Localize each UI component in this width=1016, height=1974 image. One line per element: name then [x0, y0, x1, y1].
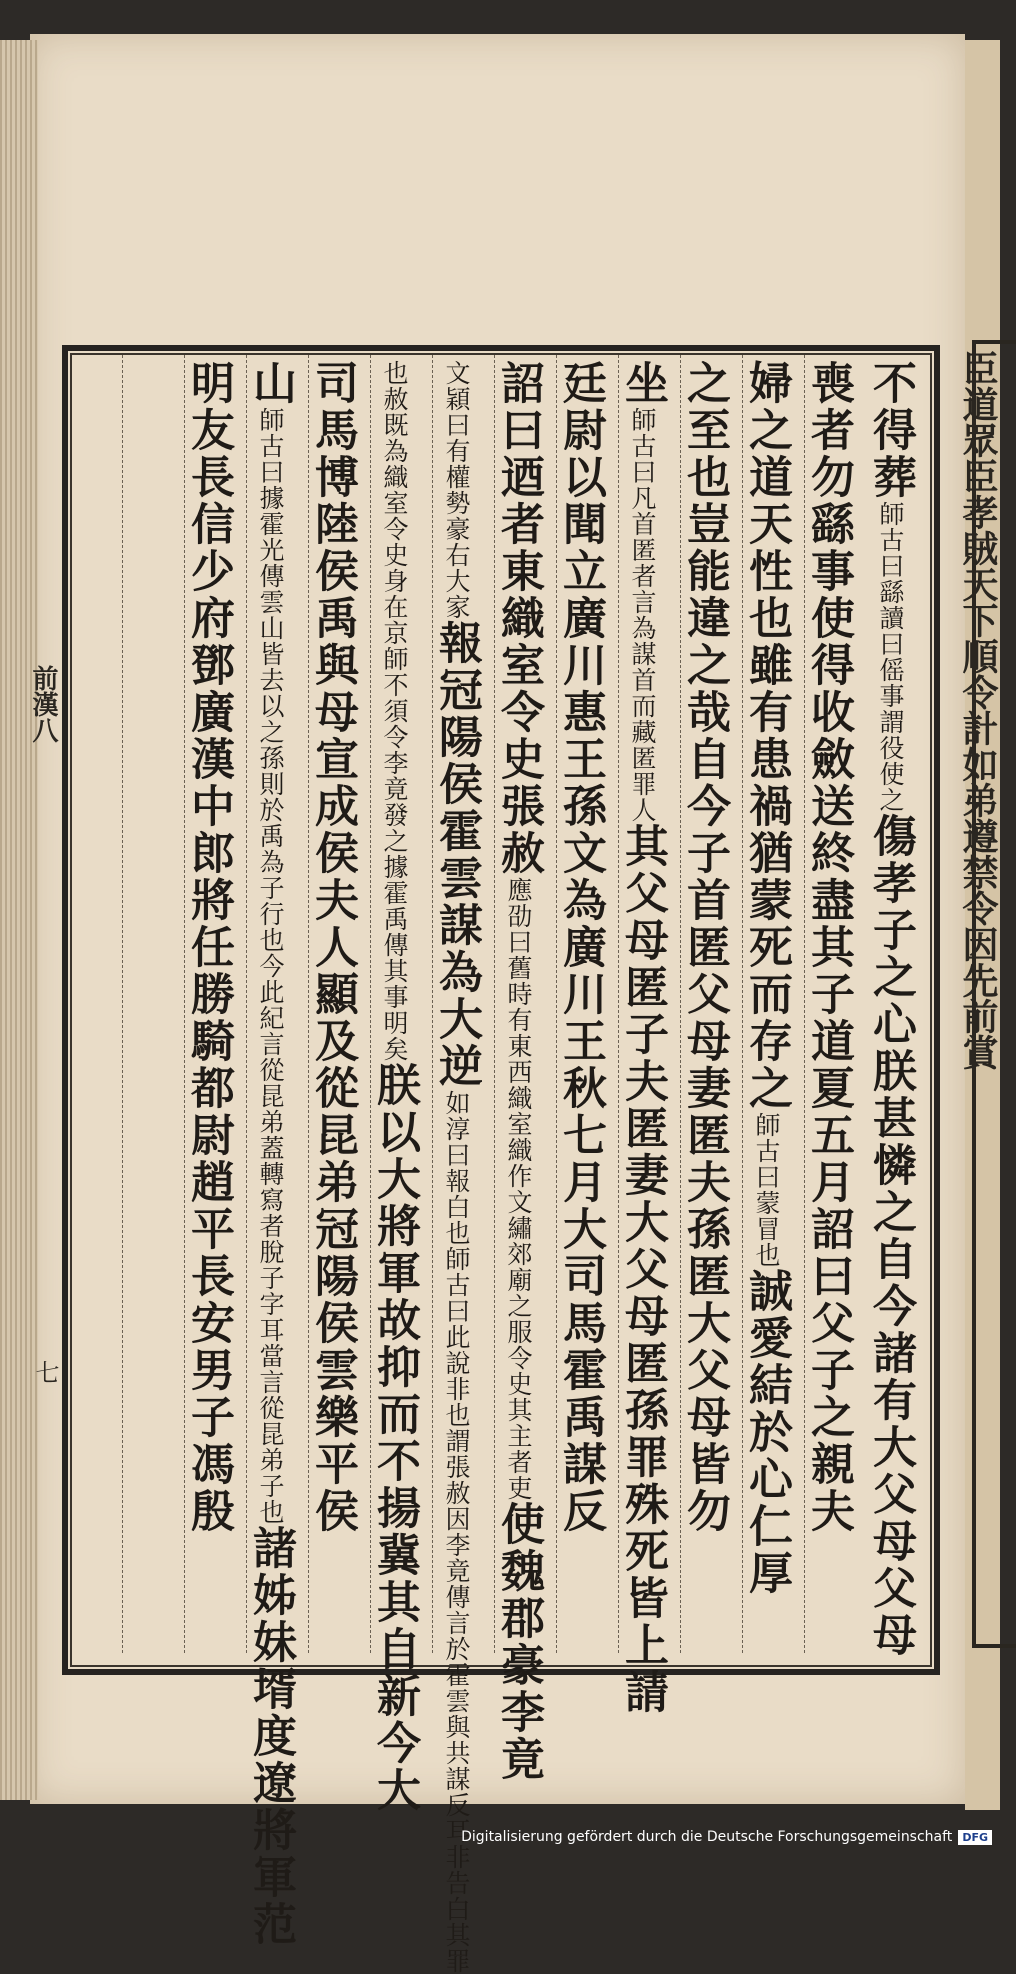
text-column-6: 廷尉以聞立廣川惠王孫文為廣川王秋七月大司馬霍禹謀反 [555, 360, 606, 1535]
right-page-text: 臣道眾臣孝賊天下順令計如弟遵禁令因先前賞 [957, 350, 999, 1070]
text-column-7: 詔曰迺者東織室令史張赦應劭曰舊時有東西織室織作文繡郊廟之服令史其主者吏使魏郡豪李竟 [493, 360, 544, 1783]
text-column-2: 喪者勿繇事使得收斂送終盡其子道夏五月詔曰父子之親夫 [803, 360, 854, 1535]
footer-credit [0, 1829, 992, 1851]
dfg-logo: DFG [958, 1830, 992, 1845]
text-column-9: 也赦既為織室令史身在京師不須令李竟發之據霍禹傳其事明矣朕以大將軍故抑而不揚冀其自新今大 [369, 360, 420, 1814]
column-rule [122, 355, 123, 1653]
text-column-3: 婦之道天性也雖有患禍猶蒙死而存之師古曰蒙冒也誠愛結於心仁厚 [741, 360, 792, 1597]
fold-page-number: 七 [31, 1360, 59, 1384]
column-rule [246, 355, 247, 1653]
text-column-10: 司馬博陸侯禹與母宣成侯夫人顯及從昆弟冠陽侯雲樂平侯 [307, 360, 358, 1535]
text-column-8: 文穎曰有權勢豪右大家報冠陽侯霍雲謀為大逆如淳曰報白也師古曰此說非也謂張赦因李竟傳言於霍雲與共謀反耳非告白其罪 [431, 360, 482, 1974]
footer-text: Digitalisierung gefördert durch die Deutsche Forschungsgemeinschaft [461, 1829, 953, 1845]
page-edges [0, 40, 38, 1800]
fold-label: 前漢八 [28, 665, 58, 743]
text-column-1: 不得葬師古曰繇讀曰傜事謂役使之傷孝子之心朕甚憐之自今諸有大父母父母 [865, 360, 916, 1659]
text-column-4: 之至也豈能違之哉自今子首匿父母妻匿夫孫匿大父母皆勿 [679, 360, 730, 1535]
text-column-5: 坐師古曰凡首匿者言為謀首而藏匿罪人其父母匿子夫匿妻大父母匿孫罪殊死皆上請 [617, 360, 668, 1716]
text-column-12: 明友長信少府鄧廣漢中郎將任勝騎都尉趙平長安男子馮殷 [183, 360, 234, 1535]
text-column-11: 山師古曰據霍光傳雲山皆去以之孫則於禹為子行也今此紀言從昆弟蓋轉寫者脫子字耳當言從昆弟子也諸姊妹壻度遼將軍范 [245, 360, 296, 1948]
